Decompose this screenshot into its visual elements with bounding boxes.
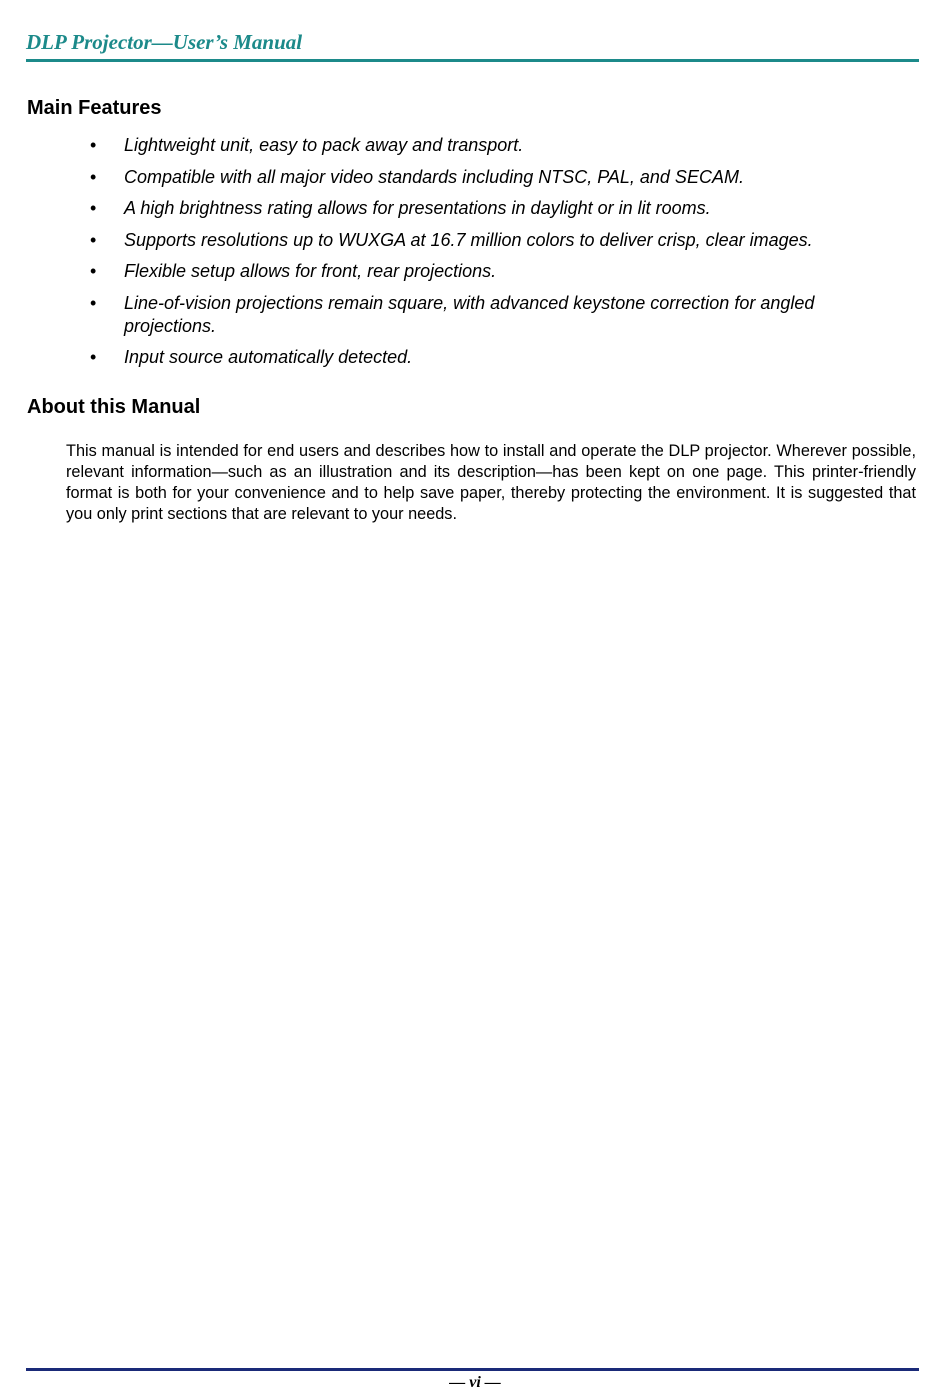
feature-text: A high brightness rating allows for presentations in daylight or in lit rooms. [124, 198, 711, 218]
feature-text: Flexible setup allows for front, rear projections. [124, 261, 497, 281]
feature-text: Input source automatically detected. [124, 347, 413, 367]
bullet-icon: • [90, 135, 97, 155]
feature-text: Supports resolutions up to WUXGA at 16.7 million colors to deliver crisp, clear images. [124, 229, 813, 250]
bullet-icon: • [90, 261, 97, 281]
feature-text: Compatible with all major video standards including NTSC, PAL, and SECAM. [124, 166, 744, 187]
bullet-icon: • [90, 347, 97, 367]
footer-rule [26, 1368, 919, 1371]
feature-item [90, 166, 900, 189]
feature-item [90, 229, 900, 252]
feature-text: Lightweight unit, easy to pack away and transport. [124, 135, 524, 155]
feature-text: Line-of-vision projections remain square, with advanced keystone correction for angled projections. [124, 292, 815, 336]
bullet-icon: • [90, 292, 97, 313]
page-number: — vi — [449, 1374, 501, 1391]
about-paragraph: This manual is intended for end users and describes how to install and operate the DLP projector. Wherever possible, relevant information—such as an illustration and its description—has been kept on one page. This printer-friendly format is both for your convenience and to help save paper, thereby protecting the environment. It is suggested that you only print sections that are relevant to your needs. [66, 442, 916, 523]
bullet-icon: • [90, 166, 97, 187]
feature-item [90, 134, 900, 157]
feature-item [90, 292, 900, 338]
bullet-icon: • [90, 229, 97, 250]
feature-list [90, 134, 900, 378]
page-header [26, 28, 918, 56]
header-title: DLP Projector—User’s Manual [26, 30, 303, 54]
main-features-heading: Main Features [27, 97, 162, 119]
feature-item [90, 197, 900, 220]
bullet-icon: • [90, 198, 97, 218]
header-rule [26, 59, 919, 62]
feature-item [90, 346, 900, 369]
feature-item [90, 260, 900, 283]
about-manual-heading: About this Manual [27, 396, 201, 418]
